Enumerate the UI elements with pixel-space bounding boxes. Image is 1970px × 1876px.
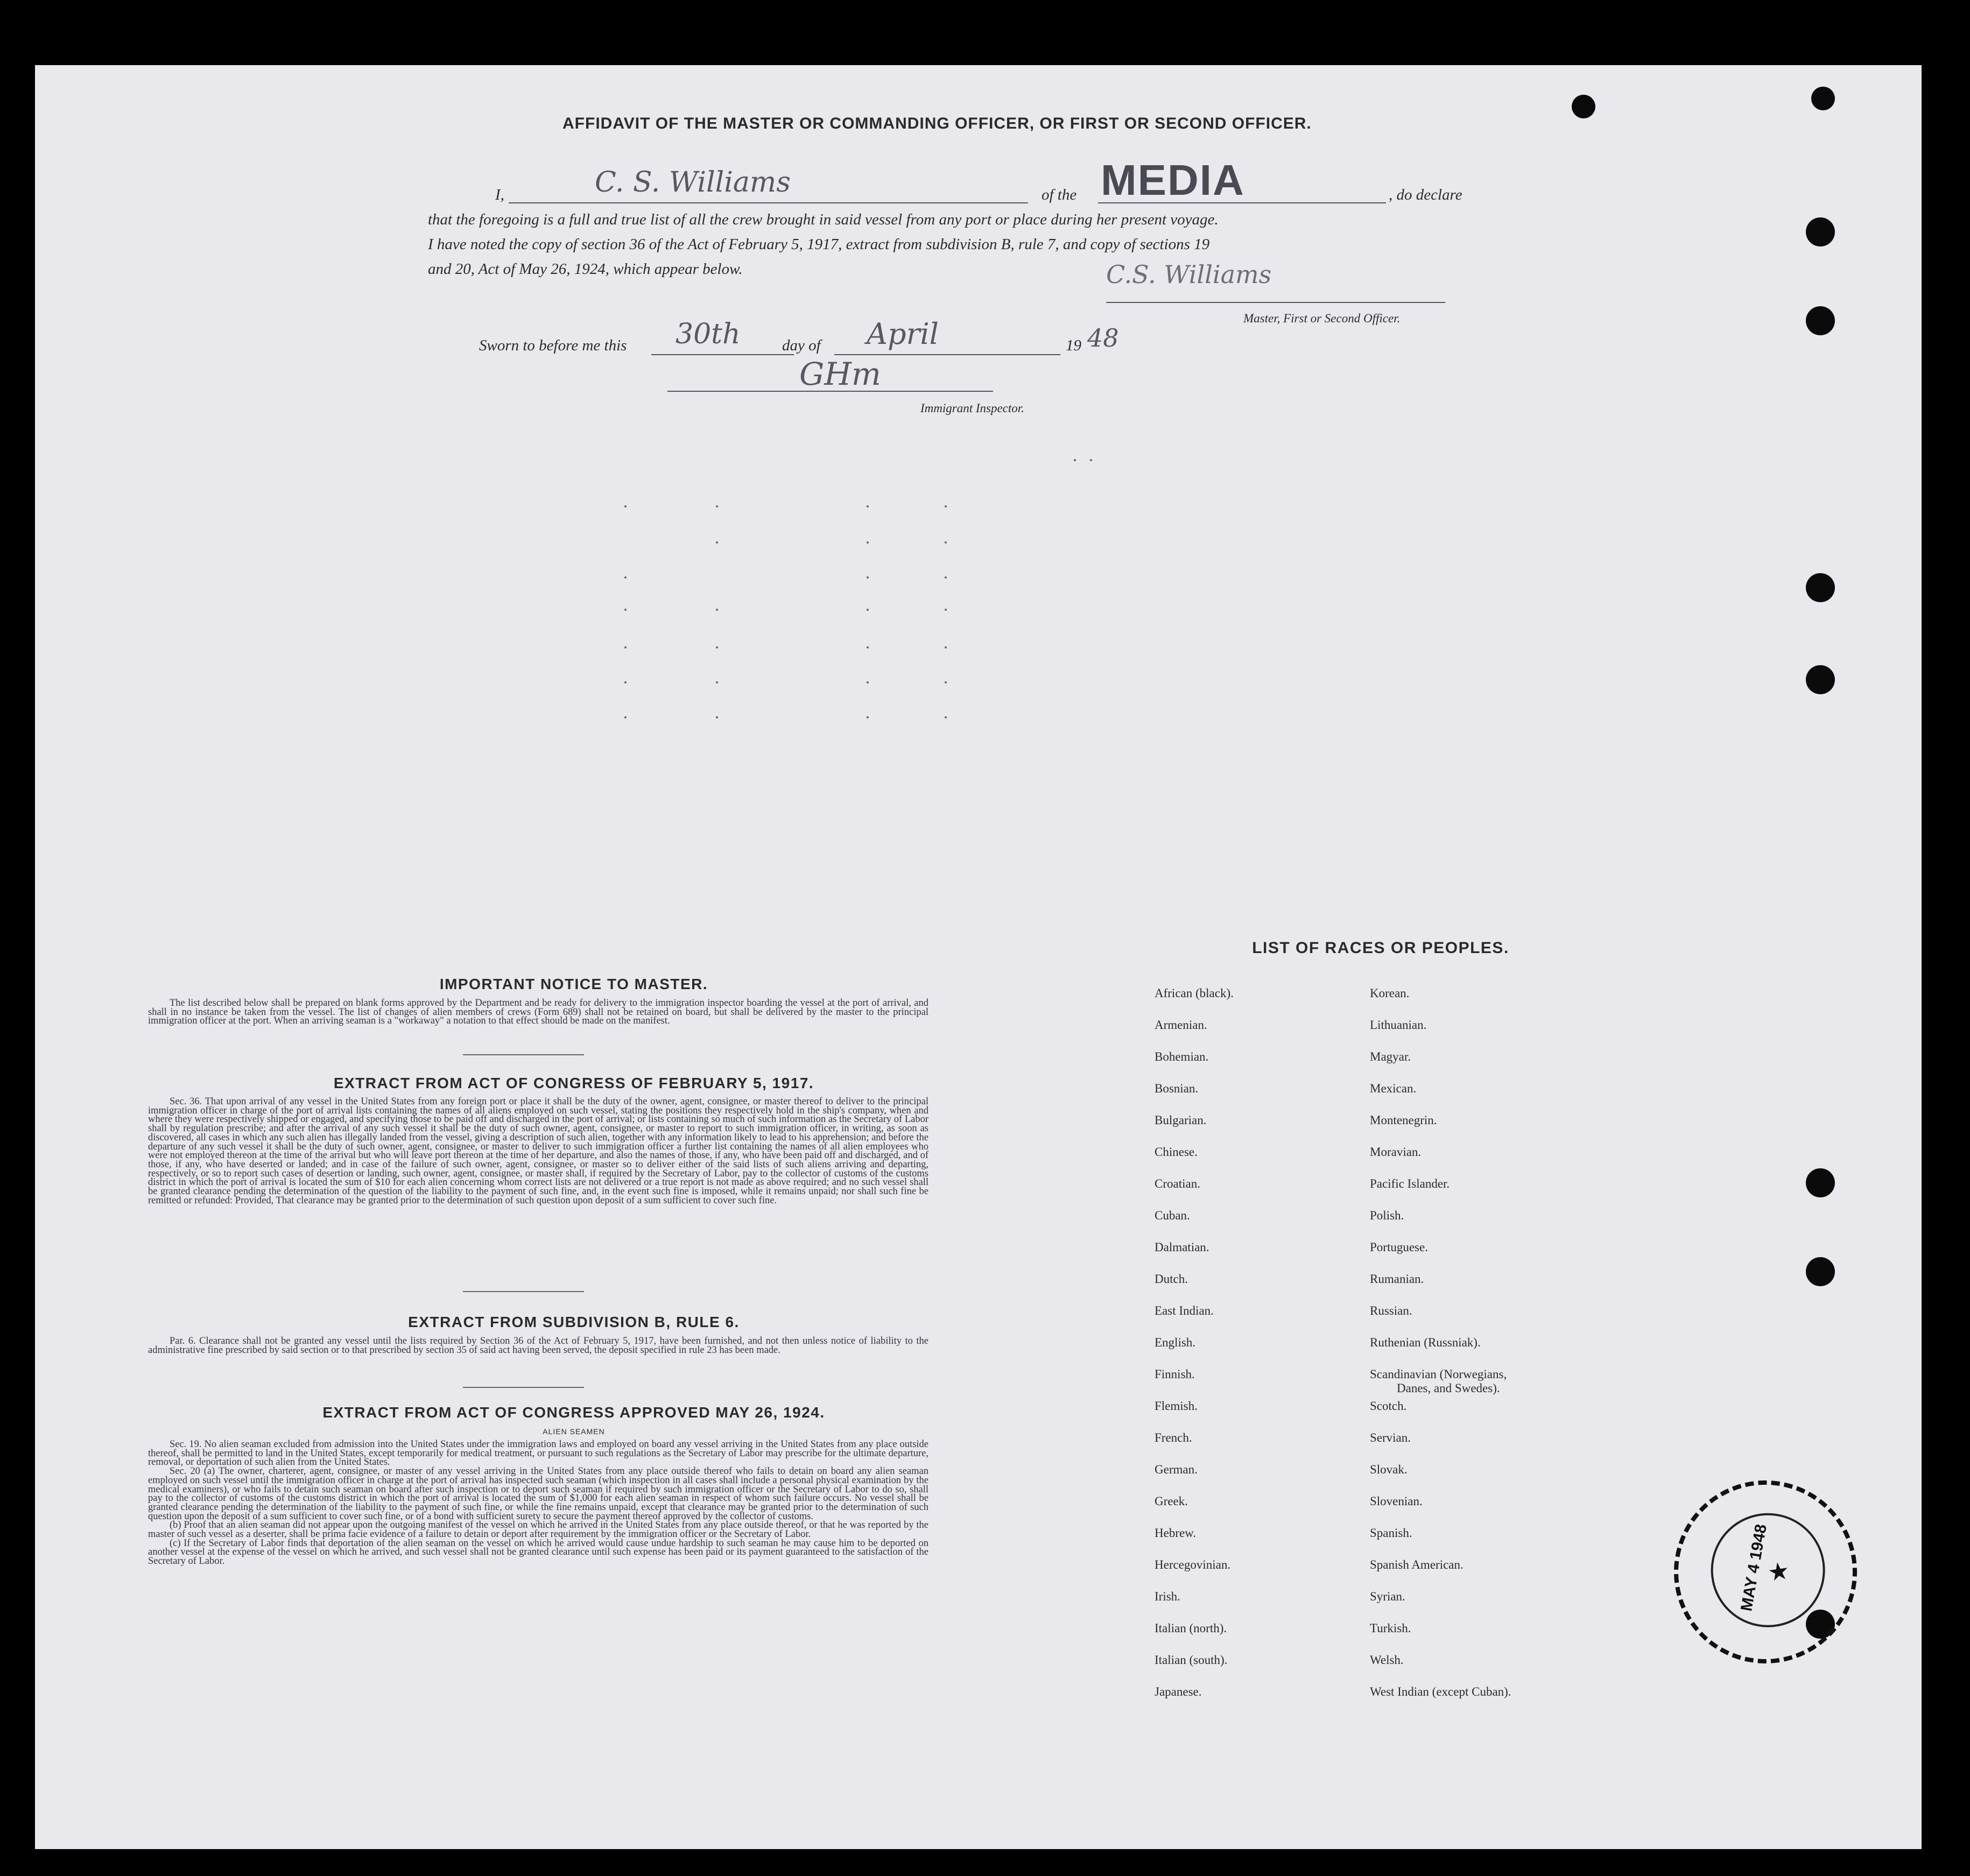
form-dot: [1090, 459, 1092, 461]
notice-rule: [463, 1054, 584, 1055]
race-left-22: Japanese.: [1155, 1685, 1202, 1698]
race-left-11: English.: [1155, 1336, 1196, 1349]
rule6-title: EXTRACT FROM SUBDIVISION B, RULE 6.: [408, 1314, 740, 1330]
race-right-21: Welsh.: [1370, 1653, 1404, 1667]
notice-title: IMPORTANT NOTICE TO MASTER.: [439, 976, 708, 992]
date-stamp: [1659, 1466, 1872, 1678]
form-dot: [945, 646, 947, 648]
form-dot: [867, 576, 869, 579]
affidavit-title: AFFIDAVIT OF THE MASTER OR COMMANDING OFFICER, OR FIRST OR SECOND OFFICER.: [562, 115, 1312, 132]
race-left-6: Croatian.: [1155, 1177, 1200, 1190]
race-right-5: Moravian.: [1370, 1145, 1422, 1159]
race-left-17: Hebrew.: [1155, 1526, 1197, 1540]
race-left-18: Hercegovinian.: [1155, 1558, 1231, 1571]
year-prefix: 19: [1066, 337, 1081, 354]
extract-1917-title: EXTRACT FROM ACT OF CONGRESS OF FEBRUARY 5, 1917.: [333, 1075, 814, 1091]
race-left-2: Bohemian.: [1155, 1050, 1209, 1063]
form-dot: [624, 609, 627, 611]
form-dot: [716, 646, 718, 648]
sec-20a-paragraph: Sec. 20 (a) The owner, charterer, agent, consignee, or master of any vessel arriving in the United States from any place outside thereof who fails to detain on board any alien seaman employed on such vessel until the immigration officer in charge at the port of arrival has inspected such seaman (which inspection in all cases shall include a personal physical examination by the medical examiners), or who fails to detain such seaman on board after such inspection or to deport such seaman if required by such immigration officer or the Secretary of Labor to do so, shall pay to the collector of customs of the customs district in which the port of arrival is located the sum of $1,000 for each alien seaman in respect of whom such failure occurs. No vessel shall be granted clearance pending the determination of the liability to the payment of such fine, or while the fine remains unpaid, except that clearance may be granted prior to the determination of such question upon the deposit of a sum sufficient to cover such fine, or of a bond with sufficient surety to secure the payment thereof approved by the collector of customs.: [148, 1466, 928, 1522]
race-right-13: Scotch.: [1370, 1399, 1407, 1413]
sec-19-paragraph: Sec. 19. No alien seaman excluded from admission into the United States under the immigration laws and employed on board any vessel arriving in the United States from any place outside thereof, shall be permitted to land in the United States, except temporarily for medical treatment, or pursuant to such regulations as the Secretary of Labor may prescribe for the ultimate departure, removal, or deportation of such alien from the United States.: [148, 1439, 928, 1468]
punch-hole-8: [1806, 1257, 1835, 1286]
signature-line: [1106, 302, 1445, 303]
form-dot: [867, 646, 869, 648]
form-dot: [945, 609, 947, 611]
day-of-label: day of: [782, 337, 821, 354]
race-left-16: Greek.: [1155, 1494, 1188, 1508]
race-left-19: Irish.: [1155, 1590, 1180, 1603]
form-dot: [716, 505, 718, 507]
year-suffix-handwritten: 48: [1087, 323, 1119, 352]
extract-1924-title: EXTRACT FROM ACT OF CONGRESS APPROVED MAY 26, 1924.: [322, 1404, 825, 1421]
sworn-day-line: [651, 354, 794, 355]
race-left-5: Chinese.: [1155, 1145, 1198, 1159]
race-right-1: Lithuanian.: [1370, 1018, 1427, 1032]
extract-1924-subtitle: ALIEN SEAMEN: [543, 1427, 605, 1436]
rule6-text: [148, 1337, 928, 1355]
notice-paragraph: The list described below shall be prepared on blank forms approved by the Department and be ready for delivery to the immigration inspector boarding the vessel at the port of arrival, and shall in no instance be taken from the vessel. The list of changes of alien members of crews (Form 689) shall not be retained on board, but shall be delivered by the master to the principal immigration officer at the port. When an arriving seaman is a "workaway" a notation to that effect should be made on the manifest.: [148, 998, 928, 1027]
race-left-12: Finnish.: [1155, 1367, 1195, 1381]
extract-1917-paragraph: Sec. 36. That upon arrival of any vessel in the United States from any foreign port or place it shall be the duty of the owner, agent, consignee, or master thereof to deliver to the principal immigration officer in charge of the port of arrival lists containing the names of all aliens employed on such vessel, stating the positions they respectively hold in the ship's company, when and where they were respectively shipped or engaged, and specifying those to be paid off and discharged in the port of arrival; or lists containing so much of such information as the Secretary of Labor shall by regulation prescribe; and after the arrival of any such vessel it shall be the duty of such owner, agent, consignee, or master to report to such immigration officer, in writing, as soon as discovered, all cases in which any such alien has illegally landed from the vessel, giving a description of such alien, together with any information likely to lead to his apprehension; and before the departure of any such vessel it shall be the duty of such owner, agent, consignee, or master to deliver to such immigration officer a further list containing the names of all alien employees who were not employed thereon at the time of the arrival but who will leave port thereon at the time of her departure, and also the names of those, if any, who have been paid off and discharged, and of those, if any, who have deserted or landed; and in case of the failure of such owner, agent, consignee, or master so to deliver either of the said lists of such aliens arriving and departing, respectively, or so to report such cases of desertion or landing, such owner, agent, consignee, or master shall, if required by the Secretary of Labor, pay to the collector of customs of the customs district in which the port of arrival is located the sum of $10 for each alien concerning whom correct lists are not delivered or a true report is not made as above required; and no such vessel shall be granted clearance pending the determination of the question of the liability to the payment of such fine, and, in the event such fine is imposed, while it remains unpaid; nor shall such fine be remitted or refunded: Provided, That clearance may be granted prior to the determination of such question upon deposit of a sum sufficient to cover such fine.: [148, 1096, 928, 1206]
rule6-paragraph: Par. 6. Clearance shall not be granted any vessel until the lists required by Section 36 of the Act of February 5, 1917, have been furnished, and not then unless notice of liability to the administrative fine prescribed by said section or to that prescribed by section 35 of said act having been served, the deposit specified in rule 23 has been made.: [148, 1336, 928, 1356]
race-left-1: Armenian.: [1155, 1018, 1207, 1032]
race-left-14: French.: [1155, 1431, 1192, 1444]
race-left-3: Bosnian.: [1155, 1082, 1199, 1095]
race-right-6: Pacific Islander.: [1370, 1177, 1450, 1190]
signature-caption: Master, First or Second Officer.: [1243, 312, 1401, 325]
race-left-9: Dutch.: [1155, 1272, 1188, 1286]
rule6-rule: [463, 1387, 584, 1388]
form-dot: [1074, 459, 1076, 461]
inspector-caption: Immigrant Inspector.: [920, 401, 1024, 415]
race-right-17: Spanish.: [1370, 1526, 1412, 1540]
form-dot: [945, 505, 947, 507]
race-right-20: Turkish.: [1370, 1621, 1411, 1635]
race-right-15: Slovak.: [1370, 1463, 1408, 1476]
extract-1924-text: [148, 1440, 928, 1566]
race-left-7: Cuban.: [1155, 1209, 1190, 1222]
form-dot: [716, 716, 718, 718]
form-dot: [716, 681, 718, 683]
race-right-14: Servian.: [1370, 1431, 1411, 1444]
sworn-month-line: [834, 354, 1060, 355]
notice-text: [148, 999, 928, 1026]
punch-hole-1: [1572, 95, 1595, 118]
race-right-8: Portuguese.: [1370, 1240, 1428, 1254]
stamp-star-icon: ★: [1765, 1560, 1792, 1584]
punch-hole-6: [1806, 665, 1835, 694]
race-right-16: Slovenian.: [1370, 1494, 1423, 1508]
master-signature: C.S. Williams: [1106, 260, 1272, 289]
race-right-18: Spanish American.: [1370, 1558, 1464, 1571]
form-dot: [624, 646, 627, 648]
extract-1917-text: [148, 1097, 928, 1205]
date-stamp-text: MAY 4 1948: [1737, 1522, 1770, 1613]
sworn-day-handwritten: 30th: [676, 318, 741, 350]
race-right-2: Magyar.: [1370, 1050, 1411, 1063]
punch-hole-7: [1806, 1168, 1835, 1197]
race-right-10: Russian.: [1370, 1304, 1412, 1317]
race-right-22: West Indian (except Cuban).: [1370, 1685, 1511, 1698]
race-left-8: Dalmatian.: [1155, 1240, 1209, 1254]
date-stamp-inner: [1702, 1504, 1834, 1637]
form-dot: [716, 609, 718, 611]
form-dot: [867, 681, 869, 683]
extract-1917-rule: [463, 1291, 584, 1292]
race-right-19: Syrian.: [1370, 1590, 1405, 1603]
race-right-12-cont: Danes, and Swedes).: [1397, 1381, 1500, 1395]
race-right-0: Korean.: [1370, 986, 1410, 1000]
punch-hole-3: [1806, 217, 1835, 246]
race-left-20: Italian (north).: [1155, 1621, 1227, 1635]
race-right-4: Montenegrin.: [1370, 1113, 1437, 1127]
race-left-10: East Indian.: [1155, 1304, 1214, 1317]
race-left-15: German.: [1155, 1463, 1198, 1476]
sec-20b-paragraph: (b) Proof that an alien seaman did not appear upon the outgoing manifest of the vessel on which he arrived in the United States from any place outside thereof, or that he was reported by the master of such vessel as a deserter, shall be prima facie evidence of a failure to detain or deport after requirement by the immigration officer or the Secretary of Labor.: [148, 1520, 928, 1540]
master-name-line: [509, 202, 1028, 203]
declaration-line-2: I have noted the copy of section 36 of the Act of February 5, 1917, extract from subdivision B, rule 7, and copy of sections 19: [428, 236, 1210, 253]
race-right-9: Rumanian.: [1370, 1272, 1424, 1286]
sworn-month-handwritten: April: [867, 317, 939, 351]
inspector-signature: GHm: [799, 356, 881, 392]
form-dot: [945, 716, 947, 718]
of-the-label: of the: [1042, 186, 1077, 203]
form-dot: [624, 681, 627, 683]
master-name-handwritten: C. S. Williams: [595, 166, 791, 199]
sec-20c-paragraph: (c) If the Secretary of Labor finds that deportation of the alien seaman on the vessel on which he arrived would cause undue hardship to such seaman he may cause him to be deported on another vessel at the expense of the vessel on which he arrived, and such vessel shall not be granted clearance until such expense has been paid or its payment guaranteed to the satisfaction of the Secretary of Labor.: [148, 1538, 928, 1567]
form-dot: [945, 681, 947, 683]
race-right-11: Ruthenian (Russniak).: [1370, 1336, 1481, 1349]
race-right-3: Mexican.: [1370, 1082, 1417, 1095]
race-right-12: Scandinavian (Norwegians,: [1370, 1367, 1507, 1381]
i-label: I,: [495, 186, 504, 203]
sworn-label: Sworn to before me this: [479, 337, 627, 354]
form-dot: [716, 541, 718, 544]
inspector-line: [667, 391, 993, 392]
form-dot: [624, 716, 627, 718]
race-left-13: Flemish.: [1155, 1399, 1198, 1413]
form-dot: [867, 716, 869, 718]
form-dot: [867, 541, 869, 544]
declaration-line-3: and 20, Act of May 26, 1924, which appear below.: [428, 260, 743, 278]
declaration-line-1: that the foregoing is a full and true list of all the crew brought in said vessel from any port or place during her present voyage.: [428, 211, 1219, 228]
vessel-name-stamp: MEDIA: [1101, 156, 1245, 204]
punch-hole-2: [1811, 87, 1835, 110]
race-left-0: African (black).: [1155, 986, 1234, 1000]
form-dot: [624, 576, 627, 579]
form-dot: [867, 609, 869, 611]
form-dot: [867, 505, 869, 507]
do-declare-label: , do declare: [1389, 186, 1462, 203]
race-left-4: Bulgarian.: [1155, 1113, 1207, 1127]
form-dot: [624, 505, 627, 507]
race-left-21: Italian (south).: [1155, 1653, 1228, 1667]
form-dot: [945, 576, 947, 579]
punch-hole-4: [1806, 306, 1835, 335]
form-dot: [945, 541, 947, 544]
race-right-7: Polish.: [1370, 1209, 1404, 1222]
punch-hole-5: [1806, 573, 1835, 602]
races-title: LIST OF RACES OR PEOPLES.: [1252, 939, 1509, 957]
form-page: [35, 65, 1922, 1849]
